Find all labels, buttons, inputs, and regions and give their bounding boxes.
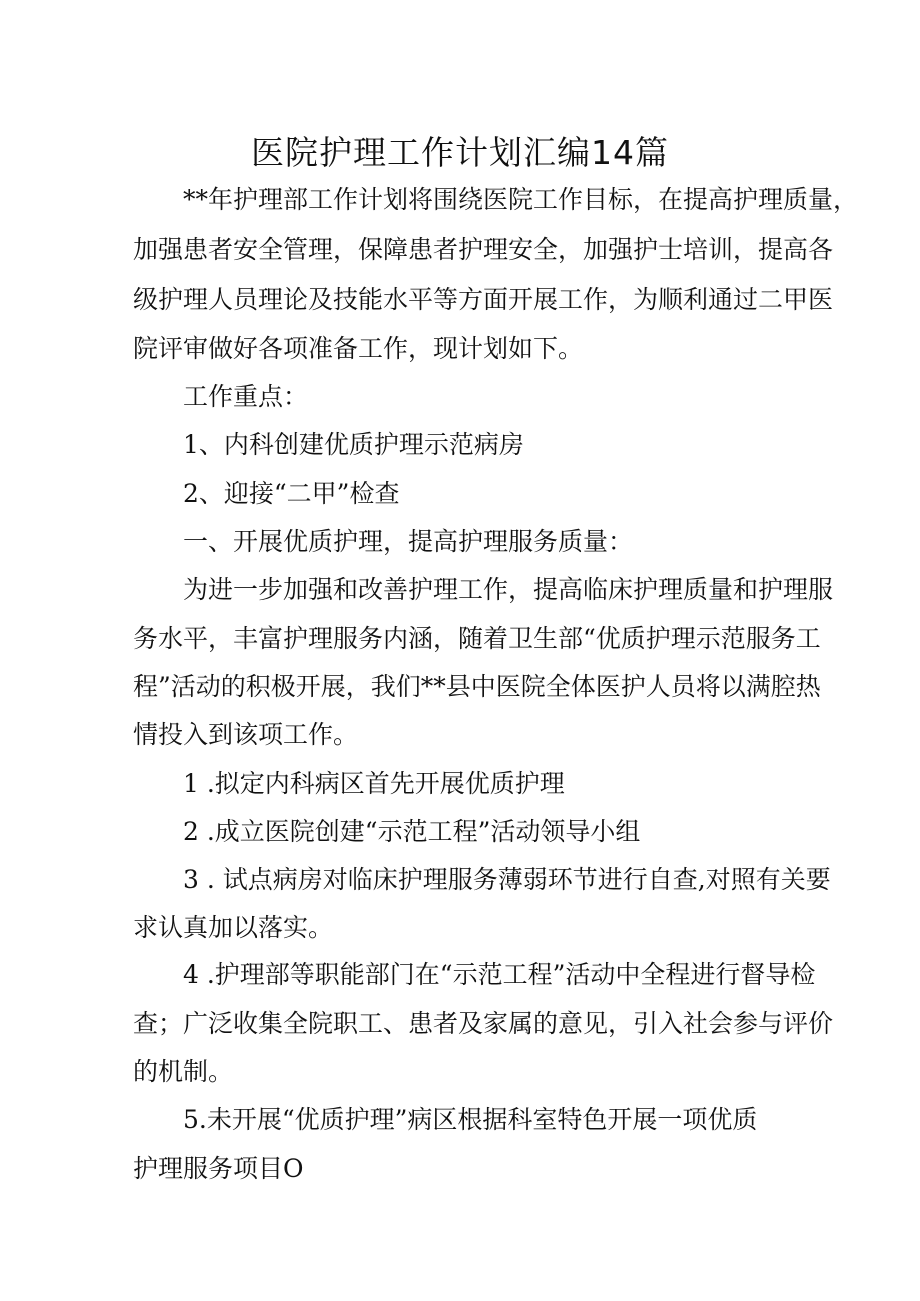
- paragraph-line: 院评审做好各项准备工作，现计划如下。: [133, 334, 584, 363]
- paragraph-line: 务水平，丰富护理服务内涵，随着卫生部“优质护理示范服务工: [133, 624, 821, 653]
- list-item-continuation: 的机制。: [133, 1057, 234, 1086]
- list-item: 1 .拟定内科病区首先开展优质护理: [183, 769, 565, 798]
- list-item: 2、迎接“二甲”检查: [183, 479, 400, 508]
- paragraph-line: 加强患者安全管理，保障患者护理安全，加强护士培训，提高各: [133, 235, 834, 264]
- list-item: 3 . 试点病房对临床护理服务薄弱环节进行自查,对照有关要: [183, 865, 831, 894]
- paragraph-line: 程”活动的积极开展，我们**县中医院全体医护人员将以满腔热: [133, 672, 821, 701]
- list-item: 5.未开展“优质护理”病区根据科室特色开展一项优质: [183, 1105, 758, 1134]
- list-item-continuation: 查；广泛收集全院职工、患者及家属的意见，引入社会参与评价: [133, 1009, 834, 1038]
- section-heading: 工作重点：: [183, 382, 309, 411]
- list-item: 1、内科创建优质护理示范病房: [183, 430, 524, 459]
- paragraph-line: 为进一步加强和改善护理工作，提高临床护理质量和护理服: [183, 575, 834, 604]
- list-item: 4 .护理部等职能部门在“示范工程”活动中全程进行督导检: [183, 960, 816, 989]
- paragraph-line: **年护理部工作计划将围绕医院工作目标，在提高护理质量，: [183, 185, 859, 214]
- paragraph-line: 情投入到该项工作。: [133, 720, 359, 749]
- paragraph-line: 级护理人员理论及技能水平等方面开展工作，为顺利通过二甲医: [133, 285, 834, 314]
- document-title: 医院护理工作计划汇编14篇: [251, 133, 669, 172]
- section-heading: 一、开展优质护理，提高护理服务质量：: [183, 527, 634, 556]
- list-item-continuation: 求认真加以落实。: [133, 913, 334, 942]
- list-item-continuation: 护理服务项目O: [133, 1154, 304, 1183]
- list-item: 2 .成立医院创建“示范工程”活动领导小组: [183, 817, 641, 846]
